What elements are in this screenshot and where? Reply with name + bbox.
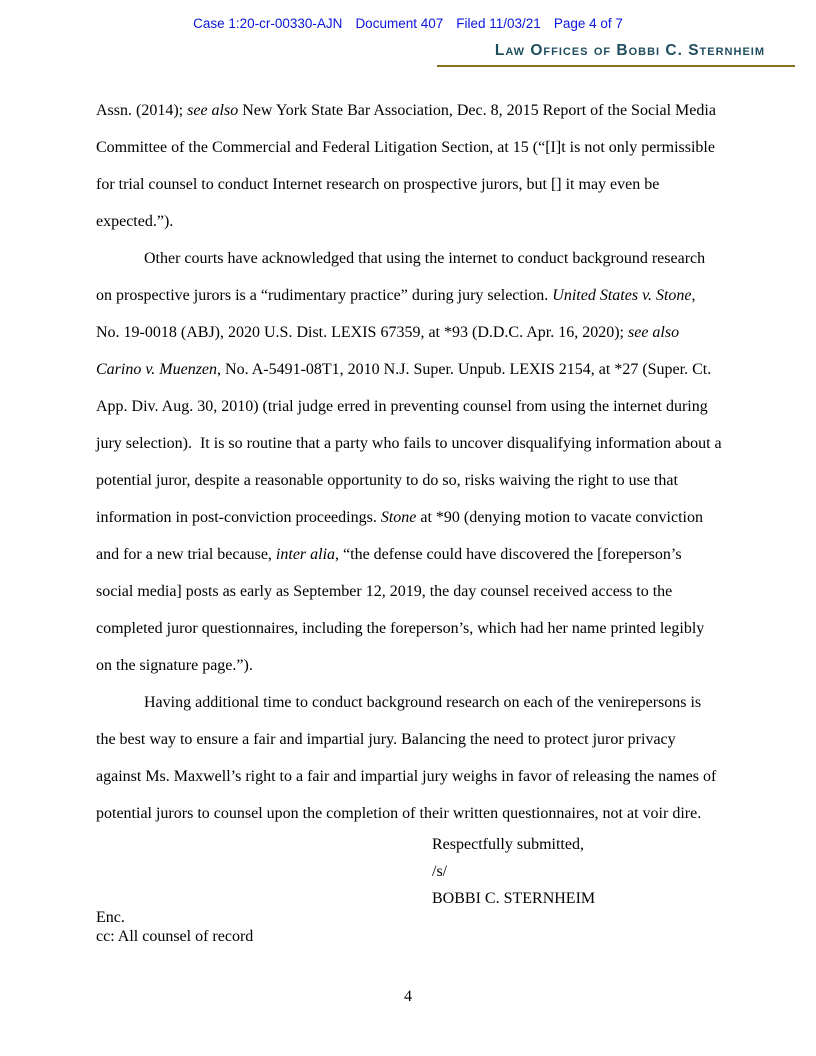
text-run: Assn. (2014);: [96, 102, 188, 119]
paragraph: [96, 240, 722, 684]
page-number: 4: [404, 988, 412, 1005]
paragraph: [96, 684, 722, 832]
signature-s-slash: /s/: [432, 863, 448, 880]
text-run: New York State Bar Association, Dec. 8, 2015 Report of the Social Media Committee of the Commercial and Federal Litigation Section, at 15 (“[I]t is not only permissible for trial counsel to conduct Internet research on prospective jurors, but [] it may even be expected.”).: [96, 102, 716, 230]
closing-block: [96, 908, 253, 946]
stamp-filed-date: Filed 11/03/21: [456, 16, 541, 31]
italic-text-run: United States v. Stone: [552, 287, 692, 304]
document-body: [96, 92, 722, 832]
enclosure-note: Enc.: [96, 909, 125, 926]
italic-text-run: Carino v. Muenzen: [96, 361, 218, 378]
cc-note: cc: All counsel of record: [96, 928, 254, 945]
text-run: Other courts have acknowledged that using the internet to conduct background research on prospective jurors is a “rudimentary practice” during jury selection.: [96, 250, 706, 304]
letterhead-firm-name: Law Offices of Bobbi C. Sternheim: [494, 42, 765, 59]
signature-attorney-name: BOBBI C. STERNHEIM: [432, 890, 596, 907]
signature-respectfully-line: Respectfully submitted,: [432, 836, 584, 853]
italic-text-run: Stone: [380, 509, 417, 526]
text-run: , No. 19-0018 (ABJ), 2020 U.S. Dist. LEXIS 67359, at *93 (D.D.C. Apr. 16, 2020);: [96, 287, 696, 341]
text-run: , No. A-5491-08T1, 2010 N.J. Super. Unpub. LEXIS 2154, at *27 (Super. Ct. App. Div. Aug. 30, 2010) (trial judge erred in preventing counsel from using the internet during jury selection). It is so routine that a party who fails to uncover disqualifying information about a potential juror, despite a reasonable opportunity to do so, risks waiving the right to use that information in post-conviction proceedings.: [96, 361, 722, 526]
text-run: Having additional time to conduct background research on each of the venirepersons is the best way to ensure a fair and impartial jury. Balancing the need to protect juror privacy against Ms. Maxwell’s right to a fair and impartial jury weighs in favor of releasing the names of potential jurors to counsel upon the completion of their written questionnaires, not at voir dire.: [96, 694, 717, 822]
stamp-document-number: Document 407: [355, 16, 444, 31]
letterhead: [437, 42, 795, 67]
stamp-case-number: Case 1:20-cr-00330-AJN: [193, 16, 343, 31]
paragraph: [96, 92, 722, 240]
italic-text-run: see also: [187, 102, 239, 119]
italic-text-run: inter alia: [275, 546, 336, 563]
signature-block: [432, 831, 595, 912]
case-stamp: [0, 16, 816, 31]
text-run: , “the defense could have discovered the [foreperson’s social media] posts as early as September 12, 2019, the day counsel received access to the completed juror questionnaires, including the foreperson’s, which had her name printed legibly on the signature page.”).: [96, 546, 705, 674]
text-run: at *90 (denying motion to vacate conviction and for a new trial because,: [96, 509, 703, 563]
italic-text-run: see also: [628, 324, 680, 341]
stamp-page-count: Page 4 of 7: [553, 16, 623, 31]
